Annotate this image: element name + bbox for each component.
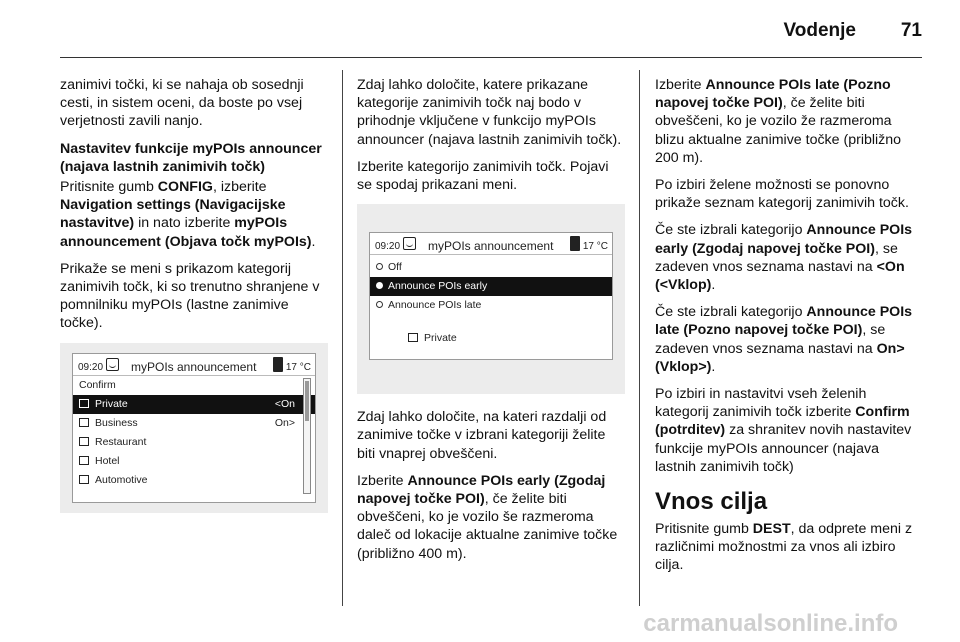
item-label: Private <box>95 397 128 410</box>
text: , če želite biti obveščeni, ko je vozilo že razmeroma blizu aktualne zanimive točke (približno 200 m). <box>655 95 902 166</box>
menu-keyword: Confirm (potrditev) <box>655 404 910 439</box>
paragraph: Po izbiri želene možnosti se ponovno prikaže seznam kategorij zanimivih točk. <box>655 177 909 212</box>
radio-selected-icon <box>376 282 383 289</box>
menu-keyword: Announce POIs late (Pozno napovej točke POI) <box>655 304 913 339</box>
option-off[interactable] <box>370 258 612 277</box>
column-divider-2 <box>639 70 640 606</box>
paragraph: Prikaže se meni s prikazom kategorij zanimivih točk, ki so trenutno shranjene v pomnilniku myPOIs (lastne zanimive točke). <box>60 260 320 332</box>
category-icon <box>79 475 89 484</box>
category-icon <box>79 456 89 465</box>
text: , se zadeven vnos seznama nastavi na <box>655 240 898 275</box>
section-title: Vnos cilja <box>655 488 768 516</box>
category-row-hotel[interactable] <box>73 452 315 471</box>
menu-keyword: <On (<Vklop) <box>655 258 905 294</box>
page-number: 71 <box>900 20 922 41</box>
option-announce-early[interactable] <box>370 277 612 296</box>
screen-topbar <box>73 354 315 376</box>
screenshot-figure-2 <box>357 204 625 394</box>
category-icon <box>408 333 418 342</box>
chapter-title: Vodenje <box>783 20 856 41</box>
item-label: Off <box>388 261 402 274</box>
paragraph <box>655 385 923 476</box>
column-3 <box>655 76 923 584</box>
radio-icon <box>376 263 383 270</box>
column-1 <box>60 76 328 513</box>
clock: 09:20 <box>375 241 401 253</box>
item-label: Business <box>95 416 138 429</box>
paragraph: zanimivi točki, ki se nahaja ob sosednji cesti, in sistem oceni, da boste po vsej verjetnosti zavili nanjo. <box>60 77 304 130</box>
screenshot-figure-1 <box>60 343 328 513</box>
text: , se zadeven vnos seznama nastavi na <box>655 322 886 357</box>
text: . <box>711 277 716 294</box>
section-heading: Nastavitev funkcije myPOIs announcer (najava lastnih zanimivih točk) <box>60 140 322 175</box>
screen-title: myPOIs announcement <box>428 239 554 254</box>
item-label: Automotive <box>95 473 148 486</box>
item-label: Hotel <box>95 454 120 467</box>
thermometer-icon <box>273 357 283 372</box>
menu-keyword: Navigation settings (Navigacijske nastavitve) <box>60 197 286 232</box>
page-header <box>60 0 922 60</box>
item-label: Confirm <box>79 378 116 391</box>
scrollbar-thumb[interactable] <box>305 381 309 421</box>
clock: 09:20 <box>78 361 104 373</box>
paragraph <box>655 303 923 376</box>
text: Če ste izbrali kategorijo <box>655 304 807 321</box>
category-icon <box>79 418 89 427</box>
text: . <box>311 233 316 250</box>
temperature: 17 °C <box>582 241 608 253</box>
scrollbar[interactable] <box>303 378 311 494</box>
screen-categories <box>72 353 316 503</box>
item-label: Restaurant <box>95 435 147 448</box>
text: Izberite <box>655 77 706 93</box>
text: . <box>711 358 716 375</box>
paragraph <box>60 178 328 251</box>
paragraph <box>655 76 923 167</box>
temperature: 17 °C <box>285 361 311 373</box>
text: , da odprete meni z različnimi možnostmi za vnos ali izbiro cilja. <box>655 521 913 574</box>
config-keyword: CONFIG <box>157 179 213 196</box>
paragraph: Zdaj lahko določite, katere prikazane kategorije zanimivih točk naj bodo v prihodnje vključene v funkcijo myPOIs announcer (najava lastnih zanimivih točk). <box>357 77 622 148</box>
watermark: carmanualsonline.info <box>643 610 898 637</box>
text: , izberite <box>212 179 267 196</box>
face-icon <box>403 237 416 250</box>
paragraph: Izberite kategorijo zanimivih točk. Pojavi se spodaj prikazani meni. <box>357 158 609 194</box>
screen-topbar <box>370 233 612 255</box>
face-icon <box>106 358 119 371</box>
menu-keyword: Announce POIs late (Pozno napovej točke POI) <box>655 77 891 112</box>
paragraph <box>655 520 923 575</box>
text: in nato izberite <box>134 215 235 232</box>
category-row-business[interactable] <box>73 414 315 433</box>
category-row-automotive[interactable] <box>73 471 315 490</box>
paragraph: Zdaj lahko določite, na kateri razdalji od zanimive točke v izbrani kategoriji želite biti vnaprej obveščeni. <box>357 409 607 462</box>
text: za shranitev novih nastavitev funkcije myPOIs announcer (najava lastnih zanimivih točk) <box>655 422 912 475</box>
thermometer-icon <box>570 236 580 251</box>
screen-title: myPOIs announcement <box>131 359 257 374</box>
item-label: Private <box>424 332 457 345</box>
column-divider-1 <box>342 70 343 606</box>
dest-keyword: DEST <box>752 521 791 538</box>
text: Če ste izbrali kategorijo <box>655 222 807 239</box>
text: Izberite <box>357 472 408 489</box>
text: Po izbiri in nastavitvi vseh želenih kategorij zanimivih točk izberite <box>655 386 867 421</box>
header-rule <box>60 57 922 58</box>
item-value: <On <box>274 397 295 410</box>
text: Pritisnite gumb <box>60 179 158 196</box>
item-label: Announce POIs early <box>388 280 488 293</box>
menu-keyword: myPOIs announcement (Objava točk myPOIs) <box>60 215 312 250</box>
category-icon <box>79 437 89 446</box>
option-announce-late[interactable] <box>370 296 612 315</box>
text: , če želite biti obveščeni, ko je vozilo še razmeroma daleč od lokacije aktualne zanimive točke (približno 400 m). <box>357 491 618 562</box>
category-row-restaurant[interactable] <box>73 433 315 452</box>
item-value: On> <box>274 416 295 429</box>
radio-icon <box>376 301 383 308</box>
category-row-private[interactable] <box>73 395 315 414</box>
paragraph <box>357 472 625 563</box>
confirm-item[interactable] <box>73 376 315 395</box>
category-label <box>370 329 612 348</box>
paragraph <box>655 221 923 294</box>
menu-keyword: Announce POIs early (Zgodaj napovej točke POI) <box>655 222 913 257</box>
menu-keyword: Announce POIs early (Zgodaj napovej točke POI) <box>357 472 606 508</box>
menu-keyword: On> (Vklop>) <box>655 340 905 375</box>
item-label: Announce POIs late <box>388 299 482 312</box>
text: Pritisnite gumb <box>655 521 753 538</box>
column-2 <box>357 76 625 572</box>
screen-announce-options <box>369 232 613 360</box>
category-icon <box>79 399 89 408</box>
